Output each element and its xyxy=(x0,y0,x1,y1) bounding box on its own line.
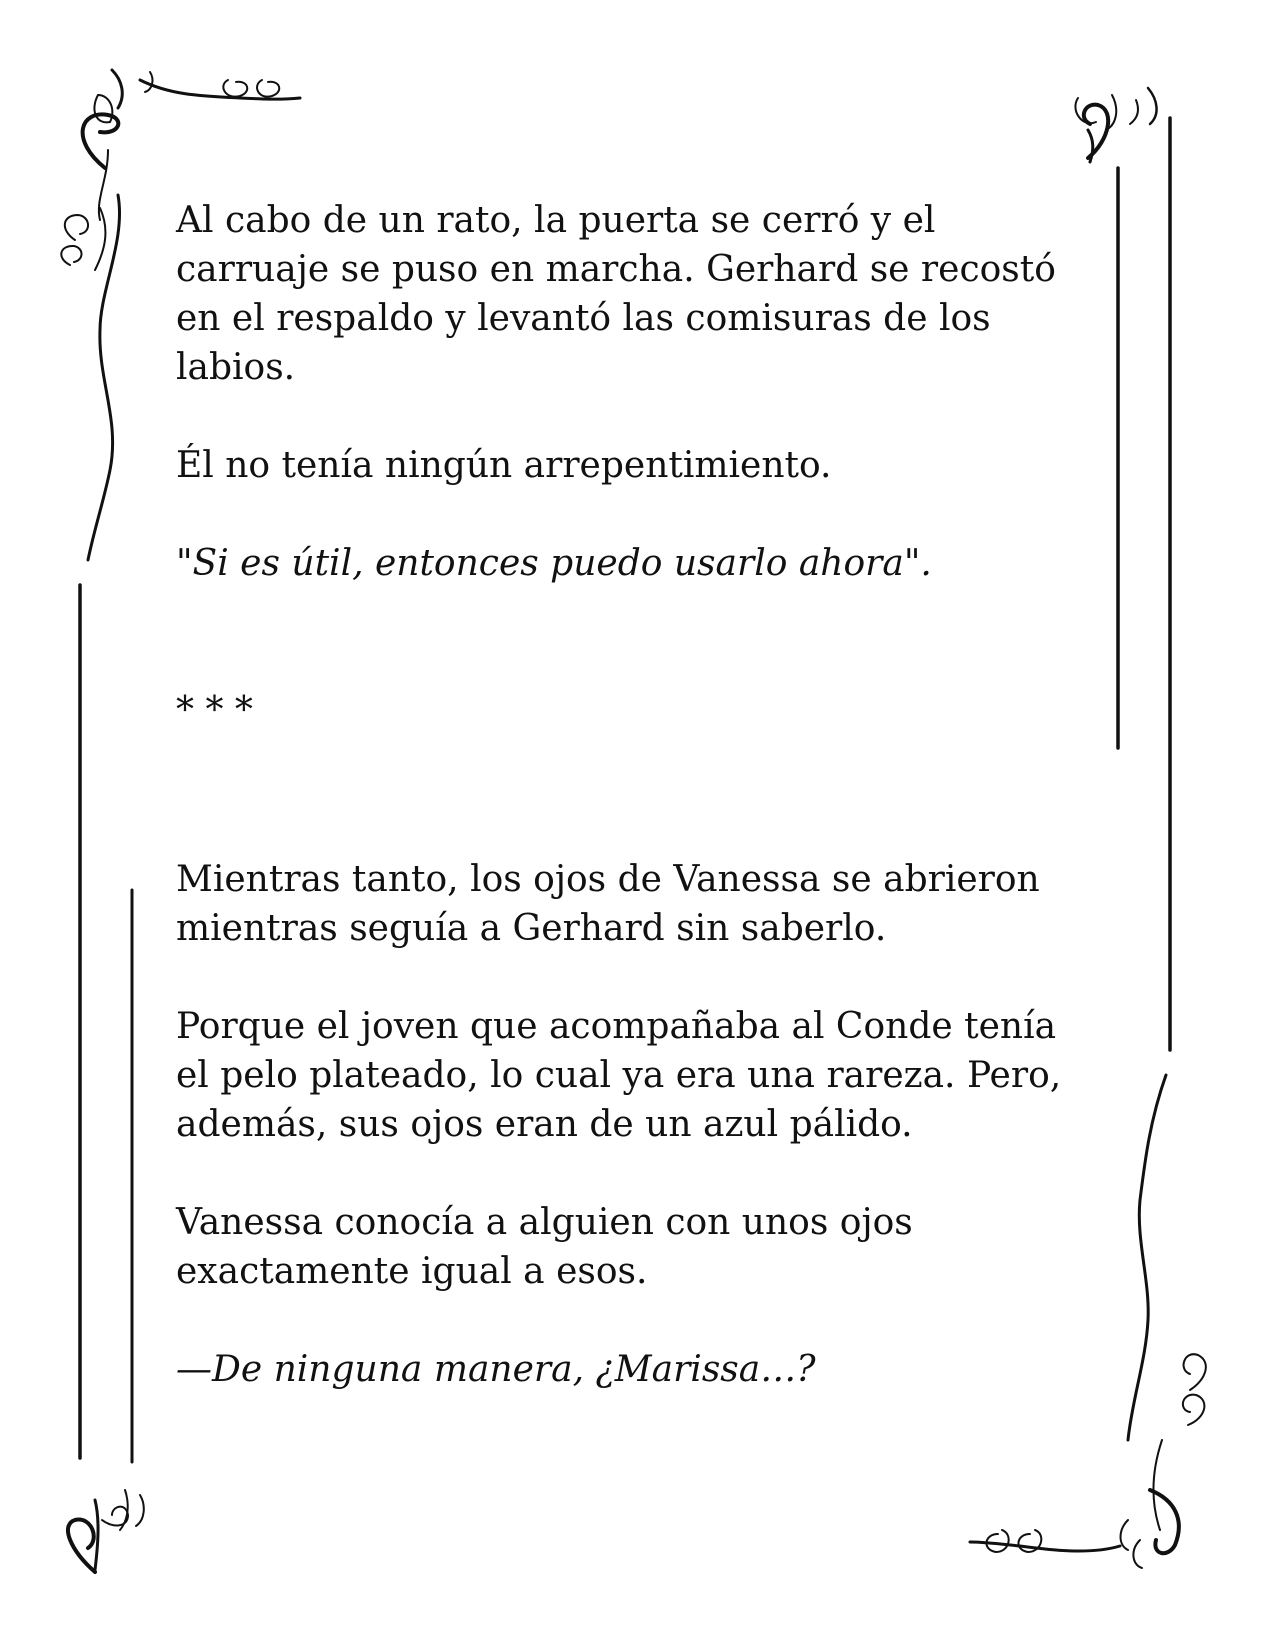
paragraph-7-dialogue: —De ninguna manera, ¿Marissa…? xyxy=(176,1349,816,1390)
paragraph-1: Al cabo de un rato, la puerta se cerró y el carruaje se puso en marcha. Gerhard se recostó en el respaldo y levantó las comisuras de los labios. xyxy=(176,200,1056,388)
section-separator: * * * xyxy=(176,690,253,731)
paragraph-5: Porque el joven que acompañaba al Conde tenía el pelo plateado, lo cual ya era una rareza. Pero, además, sus ojos eran de un azul pálido. xyxy=(176,1006,1062,1145)
paragraph-2: Él no tenía ningún arrepentimiento. xyxy=(176,445,832,486)
paragraph-6: Vanessa conocía a alguien con unos ojos exactamente igual a esos. xyxy=(176,1202,913,1292)
bottom-left-flourish xyxy=(68,1490,144,1572)
top-right-flourish xyxy=(1075,88,1156,162)
page-text xyxy=(176,196,1096,1394)
paragraph-3-quote: "Si es útil, entonces puedo usarlo ahora". xyxy=(176,543,932,584)
paragraph-4: Mientras tanto, los ojos de Vanessa se abrieron mientras seguía a Gerhard sin saberlo. xyxy=(176,859,1040,949)
